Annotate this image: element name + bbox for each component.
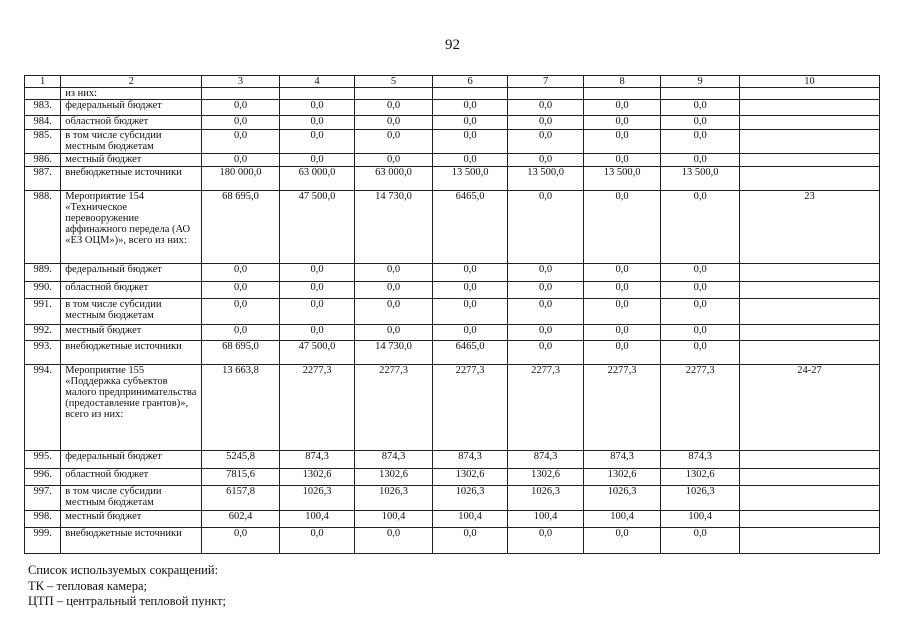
- reference-cell: 24-27: [739, 365, 879, 451]
- value-cell: 63 000,0: [279, 167, 355, 191]
- value-cell: 100,4: [661, 511, 740, 528]
- row-number: 983.: [25, 100, 61, 116]
- value-cell: 1026,3: [508, 486, 584, 511]
- row-number: 998.: [25, 511, 61, 528]
- table-row: [25, 325, 880, 341]
- value-cell: 6465,0: [432, 191, 508, 264]
- table-row: [25, 130, 880, 154]
- row-number: 984.: [25, 116, 61, 130]
- row-number: [25, 88, 61, 100]
- reference-cell: [739, 511, 879, 528]
- value-cell: 2277,3: [432, 365, 508, 451]
- reference-cell: [739, 325, 879, 341]
- row-number: 999.: [25, 528, 61, 554]
- abbreviations-list: [28, 563, 226, 610]
- row-label: в том числе субсидии местным бюджетам: [61, 486, 202, 511]
- value-cell: 0,0: [279, 130, 355, 154]
- value-cell: 602,4: [202, 511, 280, 528]
- row-label: Мероприятие 155 «Поддержка субъектов малого предпринимательства (предоставление грантов)», всего из них:: [61, 365, 202, 451]
- table-row: [25, 469, 880, 486]
- value-cell: 0,0: [508, 154, 584, 167]
- value-cell: [355, 88, 433, 100]
- value-cell: 1302,6: [432, 469, 508, 486]
- value-cell: 13 500,0: [661, 167, 740, 191]
- value-cell: 2277,3: [279, 365, 355, 451]
- reference-cell: [739, 167, 879, 191]
- value-cell: [583, 88, 661, 100]
- header-cell: 3: [202, 76, 280, 88]
- value-cell: 874,3: [661, 451, 740, 469]
- value-cell: 2277,3: [355, 365, 433, 451]
- reference-cell: [739, 264, 879, 282]
- value-cell: 0,0: [661, 100, 740, 116]
- row-label: из них:: [61, 88, 202, 100]
- value-cell: 47 500,0: [279, 191, 355, 264]
- value-cell: [661, 88, 740, 100]
- header-row: [25, 76, 880, 88]
- value-cell: 0,0: [202, 264, 280, 282]
- row-number: 987.: [25, 167, 61, 191]
- value-cell: 100,4: [432, 511, 508, 528]
- value-cell: 13 500,0: [432, 167, 508, 191]
- row-number: 988.: [25, 191, 61, 264]
- table-row: [25, 282, 880, 299]
- value-cell: 0,0: [583, 191, 661, 264]
- value-cell: 68 695,0: [202, 191, 280, 264]
- table-row: [25, 154, 880, 167]
- table-row: [25, 116, 880, 130]
- value-cell: 0,0: [279, 528, 355, 554]
- value-cell: 0,0: [508, 325, 584, 341]
- row-number: 986.: [25, 154, 61, 167]
- row-number: 996.: [25, 469, 61, 486]
- row-number: 991.: [25, 299, 61, 325]
- header-cell: 1: [25, 76, 61, 88]
- header-cell: 2: [61, 76, 202, 88]
- value-cell: 0,0: [508, 264, 584, 282]
- value-cell: 0,0: [661, 299, 740, 325]
- table-row: [25, 88, 880, 100]
- table-row: [25, 299, 880, 325]
- reference-cell: [739, 299, 879, 325]
- reference-cell: 23: [739, 191, 879, 264]
- abbreviation-item: ЦТП – центральный тепловой пункт;: [28, 594, 227, 608]
- value-cell: 0,0: [508, 341, 584, 365]
- value-cell: 0,0: [432, 100, 508, 116]
- value-cell: 0,0: [202, 528, 280, 554]
- header-cell: 7: [508, 76, 584, 88]
- value-cell: 0,0: [202, 282, 280, 299]
- value-cell: 0,0: [508, 130, 584, 154]
- value-cell: 0,0: [355, 116, 433, 130]
- value-cell: 2277,3: [661, 365, 740, 451]
- value-cell: 1302,6: [279, 469, 355, 486]
- header-cell: 4: [279, 76, 355, 88]
- value-cell: 0,0: [583, 528, 661, 554]
- value-cell: 0,0: [508, 191, 584, 264]
- value-cell: 0,0: [583, 264, 661, 282]
- value-cell: 1026,3: [355, 486, 433, 511]
- value-cell: 0,0: [279, 325, 355, 341]
- value-cell: 0,0: [508, 100, 584, 116]
- value-cell: 874,3: [432, 451, 508, 469]
- value-cell: 0,0: [355, 325, 433, 341]
- table-row: [25, 528, 880, 554]
- value-cell: 874,3: [279, 451, 355, 469]
- value-cell: 0,0: [355, 154, 433, 167]
- value-cell: [279, 88, 355, 100]
- value-cell: 0,0: [432, 116, 508, 130]
- table-row: [25, 167, 880, 191]
- value-cell: 0,0: [355, 264, 433, 282]
- value-cell: 0,0: [432, 154, 508, 167]
- row-number: 994.: [25, 365, 61, 451]
- value-cell: 0,0: [432, 325, 508, 341]
- value-cell: 0,0: [432, 299, 508, 325]
- value-cell: 0,0: [583, 282, 661, 299]
- value-cell: 0,0: [583, 100, 661, 116]
- value-cell: 13 663,8: [202, 365, 280, 451]
- table-row: [25, 100, 880, 116]
- value-cell: 0,0: [583, 116, 661, 130]
- value-cell: 7815,6: [202, 469, 280, 486]
- value-cell: 6465,0: [432, 341, 508, 365]
- value-cell: 0,0: [279, 116, 355, 130]
- value-cell: 180 000,0: [202, 167, 280, 191]
- value-cell: 0,0: [279, 100, 355, 116]
- row-label: внебюджетные источники: [61, 528, 202, 554]
- row-label: местный бюджет: [61, 154, 202, 167]
- abbreviation-item: ТК – тепловая камера;: [28, 578, 147, 593]
- header-cell: 9: [661, 76, 740, 88]
- value-cell: 0,0: [508, 299, 584, 325]
- row-label: федеральный бюджет: [61, 100, 202, 116]
- value-cell: 100,4: [279, 511, 355, 528]
- reference-cell: [739, 130, 879, 154]
- value-cell: 0,0: [202, 154, 280, 167]
- value-cell: 0,0: [202, 299, 280, 325]
- value-cell: 14 730,0: [355, 191, 433, 264]
- value-cell: 0,0: [355, 130, 433, 154]
- row-label: областной бюджет: [61, 116, 202, 130]
- value-cell: 13 500,0: [583, 167, 661, 191]
- table-row: [25, 264, 880, 282]
- row-label: областной бюджет: [61, 469, 202, 486]
- value-cell: 100,4: [583, 511, 661, 528]
- reference-cell: [739, 469, 879, 486]
- value-cell: 874,3: [583, 451, 661, 469]
- value-cell: 0,0: [202, 116, 280, 130]
- reference-cell: [739, 282, 879, 299]
- value-cell: 0,0: [661, 191, 740, 264]
- value-cell: 0,0: [279, 154, 355, 167]
- value-cell: 0,0: [583, 341, 661, 365]
- reference-cell: [739, 451, 879, 469]
- row-label: внебюджетные источники: [61, 341, 202, 365]
- header-cell: 5: [355, 76, 433, 88]
- table-row: [25, 341, 880, 365]
- value-cell: 0,0: [202, 325, 280, 341]
- value-cell: 1026,3: [432, 486, 508, 511]
- budget-table: [24, 75, 880, 554]
- row-label: в том числе субсидии местным бюджетам: [61, 299, 202, 325]
- value-cell: 0,0: [508, 282, 584, 299]
- table-row: [25, 511, 880, 528]
- value-cell: 0,0: [432, 528, 508, 554]
- value-cell: 0,0: [583, 325, 661, 341]
- value-cell: 63 000,0: [355, 167, 433, 191]
- table-row: [25, 486, 880, 511]
- value-cell: 47 500,0: [279, 341, 355, 365]
- table-row: [25, 451, 880, 469]
- value-cell: 0,0: [279, 299, 355, 325]
- value-cell: 2277,3: [583, 365, 661, 451]
- value-cell: 14 730,0: [355, 341, 433, 365]
- value-cell: 0,0: [661, 341, 740, 365]
- value-cell: 0,0: [583, 130, 661, 154]
- row-label: областной бюджет: [61, 282, 202, 299]
- value-cell: 0,0: [355, 299, 433, 325]
- value-cell: 0,0: [432, 282, 508, 299]
- value-cell: 1026,3: [583, 486, 661, 511]
- value-cell: 0,0: [583, 154, 661, 167]
- row-number: 997.: [25, 486, 61, 511]
- abbreviations-title: Список используемых сокращений:: [28, 563, 219, 577]
- value-cell: 0,0: [661, 154, 740, 167]
- row-label: федеральный бюджет: [61, 264, 202, 282]
- reference-cell: [739, 341, 879, 365]
- row-number: 992.: [25, 325, 61, 341]
- value-cell: 874,3: [355, 451, 433, 469]
- row-number: 985.: [25, 130, 61, 154]
- value-cell: 0,0: [661, 325, 740, 341]
- value-cell: 1026,3: [661, 486, 740, 511]
- header-cell: 6: [432, 76, 508, 88]
- value-cell: 1026,3: [279, 486, 355, 511]
- row-label: местный бюджет: [61, 325, 202, 341]
- row-number: 990.: [25, 282, 61, 299]
- value-cell: 0,0: [661, 130, 740, 154]
- value-cell: [202, 88, 280, 100]
- reference-cell: [739, 486, 879, 511]
- row-number: 993.: [25, 341, 61, 365]
- value-cell: 0,0: [432, 264, 508, 282]
- row-label: федеральный бюджет: [61, 451, 202, 469]
- value-cell: 0,0: [355, 528, 433, 554]
- value-cell: 874,3: [508, 451, 584, 469]
- value-cell: 2277,3: [508, 365, 584, 451]
- value-cell: 0,0: [661, 264, 740, 282]
- value-cell: 0,0: [279, 282, 355, 299]
- value-cell: 1302,6: [661, 469, 740, 486]
- reference-cell: [739, 116, 879, 130]
- value-cell: 68 695,0: [202, 341, 280, 365]
- row-number: 989.: [25, 264, 61, 282]
- value-cell: 100,4: [508, 511, 584, 528]
- value-cell: 0,0: [355, 282, 433, 299]
- value-cell: 13 500,0: [508, 167, 584, 191]
- value-cell: 0,0: [661, 528, 740, 554]
- value-cell: 0,0: [355, 100, 433, 116]
- reference-cell: [739, 88, 879, 100]
- row-label: внебюджетные источники: [61, 167, 202, 191]
- value-cell: 100,4: [355, 511, 433, 528]
- value-cell: 0,0: [202, 100, 280, 116]
- header-cell: 8: [583, 76, 661, 88]
- header-cell: 10: [739, 76, 879, 88]
- value-cell: 0,0: [279, 264, 355, 282]
- value-cell: 1302,6: [583, 469, 661, 486]
- value-cell: [432, 88, 508, 100]
- value-cell: 0,0: [583, 299, 661, 325]
- row-label: Мероприятие 154 «Техническое перевооружение аффинажного передела (АО «ЕЗ ОЦМ»)», всего из них:: [61, 191, 202, 264]
- value-cell: [508, 88, 584, 100]
- value-cell: 1302,6: [508, 469, 584, 486]
- value-cell: 0,0: [661, 282, 740, 299]
- value-cell: 6157,8: [202, 486, 280, 511]
- table-row: [25, 365, 880, 451]
- row-label: в том числе субсидии местным бюджетам: [61, 130, 202, 154]
- row-label: местный бюджет: [61, 511, 202, 528]
- value-cell: 0,0: [202, 130, 280, 154]
- reference-cell: [739, 100, 879, 116]
- value-cell: 0,0: [432, 130, 508, 154]
- reference-cell: [739, 154, 879, 167]
- value-cell: 0,0: [661, 116, 740, 130]
- value-cell: 0,0: [508, 116, 584, 130]
- reference-cell: [739, 528, 879, 554]
- page-number: 92: [445, 37, 460, 53]
- table-row: [25, 191, 880, 264]
- value-cell: 5245,8: [202, 451, 280, 469]
- row-number: 995.: [25, 451, 61, 469]
- value-cell: 0,0: [508, 528, 584, 554]
- value-cell: 1302,6: [355, 469, 433, 486]
